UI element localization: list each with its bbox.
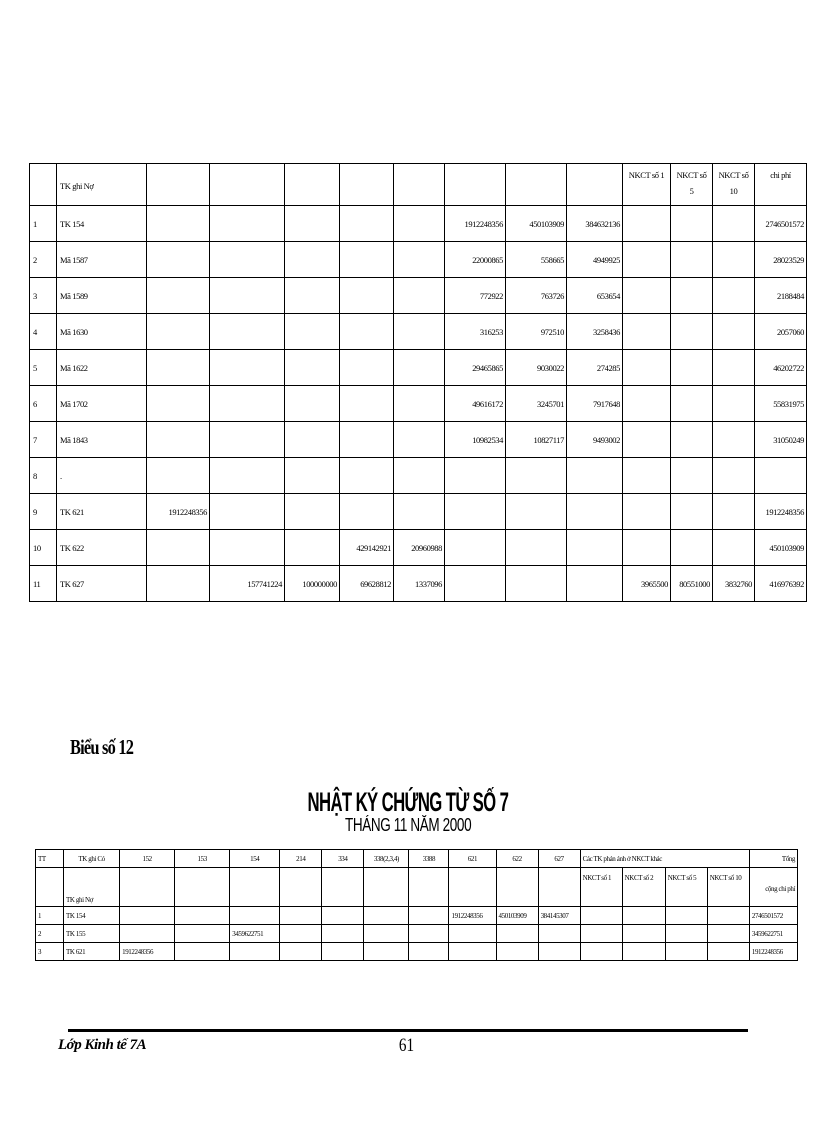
table-cell (623, 422, 671, 458)
table-cell (506, 566, 567, 602)
cost-summary-table (29, 163, 807, 602)
table-cell (622, 925, 665, 943)
table-cell (449, 925, 496, 943)
table-cell: 384632136 (567, 206, 623, 242)
table-cell (175, 943, 230, 961)
table-cell (147, 530, 210, 566)
table-cell (665, 943, 707, 961)
table-cell (394, 350, 445, 386)
header-cell: TT (36, 850, 64, 868)
table-row (30, 350, 807, 386)
table-row (30, 206, 807, 242)
table-cell (623, 386, 671, 422)
table-cell: 28023529 (755, 242, 807, 278)
header-cell: 3388 (409, 850, 449, 868)
header-cell (340, 164, 394, 206)
table-cell: 10 (30, 530, 57, 566)
table-cell (671, 494, 713, 530)
table-cell (713, 458, 755, 494)
table-cell: 9493002 (567, 422, 623, 458)
table-cell (671, 386, 713, 422)
table-row (30, 278, 807, 314)
table-cell: 22000865 (445, 242, 506, 278)
table-cell (36, 868, 64, 907)
header-cell: 152 (120, 850, 175, 868)
table-cell (671, 314, 713, 350)
page-title-text: NHẬT KÝ CHỨNG TỪ SỐ 7 (307, 787, 509, 817)
header-cell: Tổng (749, 850, 797, 868)
table-cell (623, 242, 671, 278)
table-cell (175, 868, 230, 907)
table-cell (120, 907, 175, 925)
table-cell (506, 530, 567, 566)
table-cell: 3258436 (567, 314, 623, 350)
table-cell (147, 386, 210, 422)
table-cell (409, 925, 449, 943)
table-cell (340, 206, 394, 242)
table-cell: 763726 (506, 278, 567, 314)
table-cell (147, 422, 210, 458)
table-cell (506, 494, 567, 530)
table-header-row (36, 868, 798, 907)
table-cell (623, 350, 671, 386)
header-cell: 334 (322, 850, 364, 868)
page-subtitle-text: THÁNG 11 NĂM 2000 (344, 815, 472, 835)
table-cell (671, 458, 713, 494)
table-row (30, 566, 807, 602)
table-cell (506, 458, 567, 494)
table-cell (210, 494, 285, 530)
table-cell (147, 566, 210, 602)
table-cell (580, 925, 622, 943)
table-cell: 384145307 (538, 907, 580, 925)
table-cell: 7917648 (567, 386, 623, 422)
table-cell: 9030022 (506, 350, 567, 386)
table-cell (230, 943, 280, 961)
table-cell (713, 350, 755, 386)
table-cell: . (57, 458, 147, 494)
table-cell (285, 386, 340, 422)
table-cell (623, 458, 671, 494)
table-cell: TK 154 (57, 206, 147, 242)
table-cell (285, 530, 340, 566)
table-cell (340, 314, 394, 350)
footer-rule (68, 1029, 748, 1032)
table-cell (147, 458, 210, 494)
table-cell: 416976392 (755, 566, 807, 602)
table-cell (210, 386, 285, 422)
table-cell: 4949925 (567, 242, 623, 278)
table-cell (496, 868, 538, 907)
table-cell (210, 350, 285, 386)
table-row (30, 458, 807, 494)
table-cell: 558665 (506, 242, 567, 278)
table-cell: 10982534 (445, 422, 506, 458)
table-cell: 4 (30, 314, 57, 350)
table-cell (175, 925, 230, 943)
table-cell: 1912248356 (749, 943, 797, 961)
table-cell (623, 530, 671, 566)
table-cell (623, 206, 671, 242)
table-cell (280, 907, 322, 925)
table-cell: 8 (30, 458, 57, 494)
header-cell (567, 164, 623, 206)
table-cell (340, 242, 394, 278)
table-cell: 2 (30, 242, 57, 278)
table-row (36, 907, 798, 925)
table-cell (285, 458, 340, 494)
table-cell: 6 (30, 386, 57, 422)
table-cell: 1 (30, 206, 57, 242)
table-cell (671, 530, 713, 566)
table-cell (210, 314, 285, 350)
table-cell: 429142921 (340, 530, 394, 566)
header-cell: NKCT số 1 (623, 164, 671, 206)
header-cell: NKCT số 5 (671, 164, 713, 206)
table-cell: 3459622751 (230, 925, 280, 943)
table-row (30, 494, 807, 530)
table-cell (409, 943, 449, 961)
header-cell (394, 164, 445, 206)
table-cell: 100000000 (285, 566, 340, 602)
page-title (0, 787, 816, 818)
table-cell (665, 925, 707, 943)
table-cell: 29465865 (445, 350, 506, 386)
table-cell (707, 925, 749, 943)
table-cell: 450103909 (506, 206, 567, 242)
table-cell: 3965500 (623, 566, 671, 602)
table-cell: TK 627 (57, 566, 147, 602)
table-cell: 1337096 (394, 566, 445, 602)
table-cell: Mã 1630 (57, 314, 147, 350)
table-row (30, 242, 807, 278)
header-cell: TK ghi Nợ (64, 868, 120, 907)
header-cell: 622 (496, 850, 538, 868)
table-cell (538, 868, 580, 907)
table-cell: Mã 1843 (57, 422, 147, 458)
header-cell: NKCT số 2 (622, 868, 665, 907)
table-cell: 20960988 (394, 530, 445, 566)
table-cell (364, 943, 409, 961)
table-row (30, 530, 807, 566)
table-cell (755, 458, 807, 494)
table-cell (120, 868, 175, 907)
table-cell (147, 350, 210, 386)
table-cell (713, 494, 755, 530)
table-cell (322, 868, 364, 907)
table-cell: Mã 1587 (57, 242, 147, 278)
table-cell (449, 868, 496, 907)
table-cell (567, 530, 623, 566)
table-cell (340, 386, 394, 422)
header-cell: NKCT số 10 (707, 868, 749, 907)
header-cell: chi phí (755, 164, 807, 206)
header-cell (506, 164, 567, 206)
table-cell (622, 907, 665, 925)
table-cell (147, 206, 210, 242)
table-cell: TK 155 (64, 925, 120, 943)
table-cell: 1912248356 (147, 494, 210, 530)
table-cell: Mã 1702 (57, 386, 147, 422)
table-cell: 7 (30, 422, 57, 458)
header-cell: NKCT số 10 (713, 164, 755, 206)
table-cell: 11 (30, 566, 57, 602)
table-cell (713, 278, 755, 314)
table-cell (623, 278, 671, 314)
table-cell (496, 943, 538, 961)
table-cell (210, 206, 285, 242)
table-cell: 55831975 (755, 386, 807, 422)
table-cell (671, 206, 713, 242)
form-label: Biểu số 12 (70, 735, 134, 759)
table-cell (364, 907, 409, 925)
table-cell: 1912248356 (445, 206, 506, 242)
table-cell: 274285 (567, 350, 623, 386)
table-cell (210, 530, 285, 566)
table-cell: 653654 (567, 278, 623, 314)
table-cell: Mã 1589 (57, 278, 147, 314)
header-cell: 153 (175, 850, 230, 868)
header-cell (30, 164, 57, 206)
table-cell (285, 314, 340, 350)
table-cell: TK 154 (64, 907, 120, 925)
table-cell: 1912248356 (120, 943, 175, 961)
table-cell (147, 242, 210, 278)
table-row (36, 925, 798, 943)
table-cell (445, 566, 506, 602)
table-cell (280, 868, 322, 907)
table-cell: 2746501572 (755, 206, 807, 242)
table-cell (394, 386, 445, 422)
table-cell (280, 925, 322, 943)
table-cell (623, 494, 671, 530)
table-cell: 316253 (445, 314, 506, 350)
table-cell: 972510 (506, 314, 567, 350)
page-number-text: 61 (398, 1035, 415, 1056)
table-cell (394, 458, 445, 494)
journal-voucher-7-table (35, 849, 798, 961)
header-cell: NKCT số 1 (580, 868, 622, 907)
table-cell (671, 422, 713, 458)
table-cell: TK 621 (57, 494, 147, 530)
table-cell (665, 907, 707, 925)
table-cell (285, 494, 340, 530)
table-cell: 2746501572 (749, 907, 797, 925)
table-cell (394, 494, 445, 530)
table-cell (364, 925, 409, 943)
table-row (36, 943, 798, 961)
header-cell: TK ghi Nợ (57, 164, 147, 206)
table-cell (567, 566, 623, 602)
table-cell (707, 907, 749, 925)
table-cell (175, 907, 230, 925)
table-cell (671, 278, 713, 314)
table-cell: 46202722 (755, 350, 807, 386)
table-header-row (30, 164, 807, 206)
header-cell: Các TK phản ánh ở NKCT khác (580, 850, 749, 868)
table-cell (210, 458, 285, 494)
table-cell (445, 458, 506, 494)
table-cell: 2188484 (755, 278, 807, 314)
table-cell (449, 943, 496, 961)
table-cell (671, 350, 713, 386)
table-cell (671, 242, 713, 278)
table-cell (713, 242, 755, 278)
table-cell (147, 314, 210, 350)
table-cell (230, 907, 280, 925)
table-cell (538, 943, 580, 961)
table-header-row (36, 850, 798, 868)
table-cell: 5 (30, 350, 57, 386)
header-cell (147, 164, 210, 206)
table-cell (280, 943, 322, 961)
table-cell (580, 943, 622, 961)
table-cell: 2057060 (755, 314, 807, 350)
table-cell (364, 868, 409, 907)
table-cell: 2 (36, 925, 64, 943)
table-cell: Mã 1622 (57, 350, 147, 386)
table-cell: 157741224 (210, 566, 285, 602)
footer-class-label: Lớp Kinh tế 7A (58, 1037, 147, 1053)
table-cell (713, 530, 755, 566)
header-cell: NKCT số 5 (665, 868, 707, 907)
table-cell (210, 242, 285, 278)
table-cell (340, 350, 394, 386)
table-cell: 1912248356 (755, 494, 807, 530)
table-cell (409, 907, 449, 925)
table-cell: 9 (30, 494, 57, 530)
table-cell (322, 925, 364, 943)
table-cell (713, 386, 755, 422)
table-cell: TK 621 (64, 943, 120, 961)
table-cell (445, 494, 506, 530)
table-cell (210, 422, 285, 458)
table-cell (567, 458, 623, 494)
table-cell (538, 925, 580, 943)
table-cell (322, 907, 364, 925)
table-cell (567, 494, 623, 530)
table-cell (394, 422, 445, 458)
table-cell (285, 206, 340, 242)
table-cell (623, 314, 671, 350)
table-cell: 3832760 (713, 566, 755, 602)
header-cell (285, 164, 340, 206)
table-cell: 3245701 (506, 386, 567, 422)
table-cell (340, 494, 394, 530)
table-cell (622, 943, 665, 961)
header-cell: cộng chi phí (749, 868, 797, 907)
table-cell (340, 422, 394, 458)
page-subtitle (0, 815, 816, 836)
table-cell (340, 278, 394, 314)
header-cell (210, 164, 285, 206)
header-cell: 154 (230, 850, 280, 868)
table-cell (409, 868, 449, 907)
table-cell (713, 206, 755, 242)
table-cell: 3 (30, 278, 57, 314)
table-cell: 31050249 (755, 422, 807, 458)
table-cell (496, 925, 538, 943)
table-cell: 3459622751 (749, 925, 797, 943)
table-cell: 3 (36, 943, 64, 961)
table-cell (285, 422, 340, 458)
header-cell: 338(2,3,4) (364, 850, 409, 868)
table-row (30, 314, 807, 350)
table-cell: 772922 (445, 278, 506, 314)
table-cell: TK 622 (57, 530, 147, 566)
table-cell: 49616172 (445, 386, 506, 422)
table-cell (340, 458, 394, 494)
table-cell (713, 314, 755, 350)
table-cell (230, 868, 280, 907)
table-cell: 69628812 (340, 566, 394, 602)
table-cell (445, 530, 506, 566)
table-cell: 80551000 (671, 566, 713, 602)
table-cell: 450103909 (496, 907, 538, 925)
table-cell (210, 278, 285, 314)
table-cell (147, 278, 210, 314)
table-row (30, 422, 807, 458)
table-cell: 450103909 (755, 530, 807, 566)
table-cell (394, 206, 445, 242)
page-number (397, 1035, 416, 1057)
table-cell: 1 (36, 907, 64, 925)
table-cell (394, 278, 445, 314)
table-cell (394, 242, 445, 278)
header-cell: 627 (538, 850, 580, 868)
table-cell: 10827117 (506, 422, 567, 458)
table-cell (713, 422, 755, 458)
table-cell (285, 278, 340, 314)
header-cell: 621 (449, 850, 496, 868)
table-cell (394, 314, 445, 350)
header-cell: 214 (280, 850, 322, 868)
table-cell: 1912248356 (449, 907, 496, 925)
header-cell: TK ghi Có (64, 850, 120, 868)
header-cell (445, 164, 506, 206)
table-cell (285, 242, 340, 278)
table-cell (285, 350, 340, 386)
table-cell (322, 943, 364, 961)
table-cell (580, 907, 622, 925)
table-cell (707, 943, 749, 961)
table-row (30, 386, 807, 422)
table-cell (120, 925, 175, 943)
